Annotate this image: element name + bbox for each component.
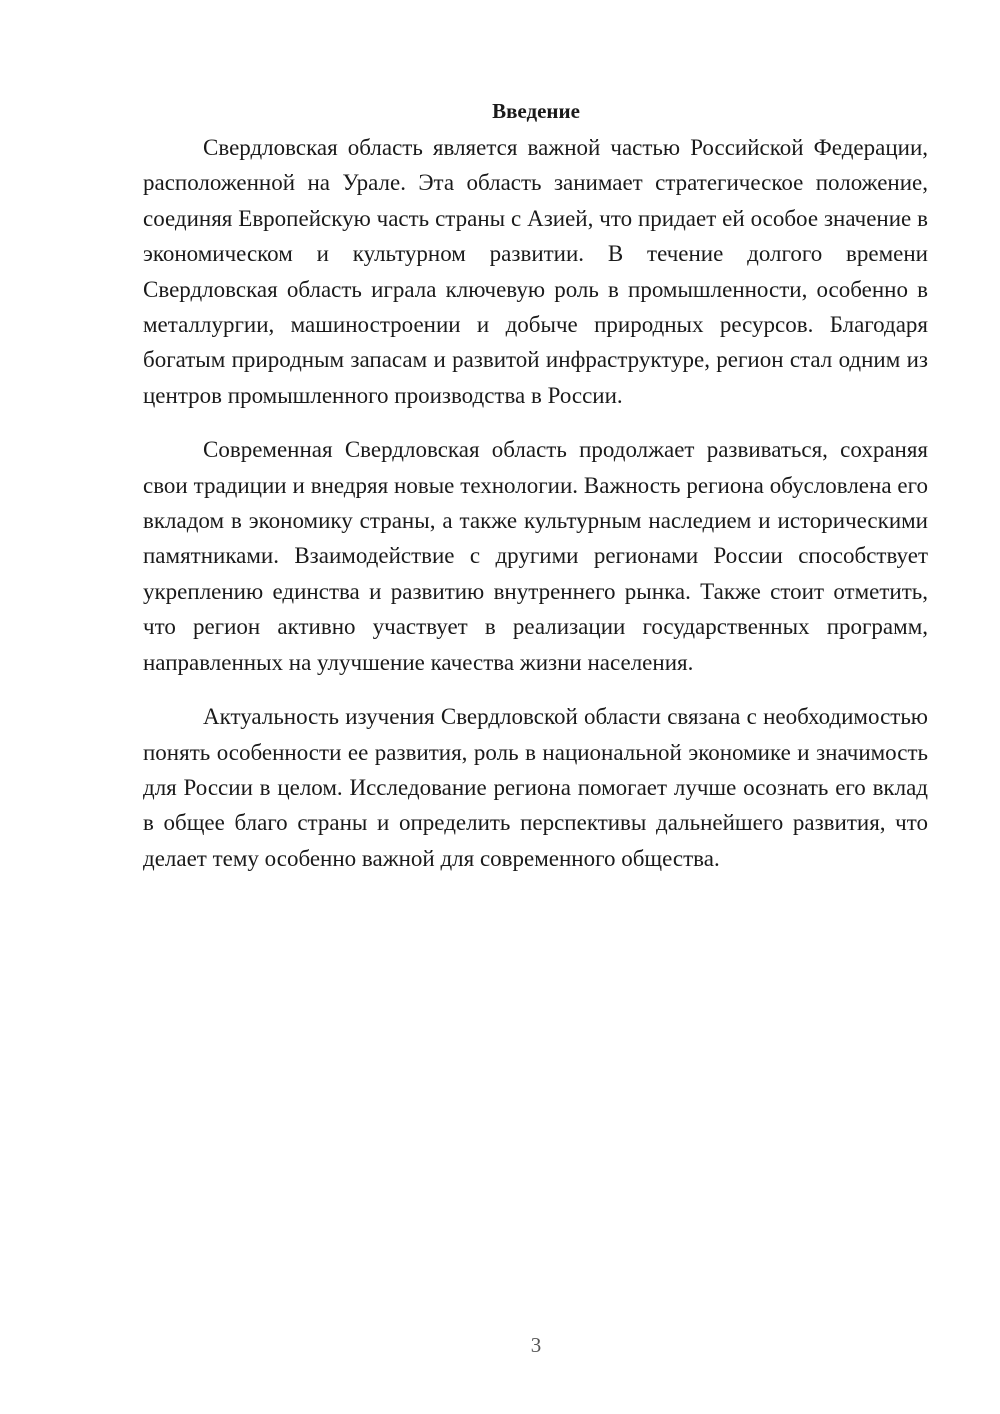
- paragraph-2: Современная Свердловская область продолжает развиваться, сохраняя свои традиции и внедряя новые технологии. Важность региона обусловлена его вкладом в экономику страны, а также культурным наследием и историческими памятниками. Взаимодействие с другими регионами России способствует укреплению единства и развитию внутреннего рынка. Также стоит отметить, что регион активно участвует в реализации государственных программ, направленных на улучшение качества жизни населения.: [143, 437, 928, 675]
- paragraph-3: Актуальность изучения Свердловской области связана с необходимостью понять особенности ее развития, роль в национальной экономике и значимость для России в целом. Исследование региона помогает лучше осознать его вклад в общее благо страны и определить перспективы дальнейшего развития, что делает тему особенно важной для современного общества.: [143, 704, 928, 871]
- paragraph-1: Свердловская область является важной частью Российской Федерации, расположенной на Урале. Эта область занимает стратегическое положение, соединяя Европейскую часть страны с Азией, что придает ей особое значение в экономическом и культурном развитии. В течение долгого времени Свердловская область играла ключевую роль в промышленности, особенно в металлургии, машиностроении и добыче природных ресурсов. Благодаря богатым природным запасам и развитой инфраструктуре, регион стал одним из центров промышленного производства в России.: [143, 135, 928, 408]
- page-number: 3: [530, 1333, 542, 1357]
- section-heading: Введение: [492, 99, 580, 123]
- page-content: [143, 96, 928, 895]
